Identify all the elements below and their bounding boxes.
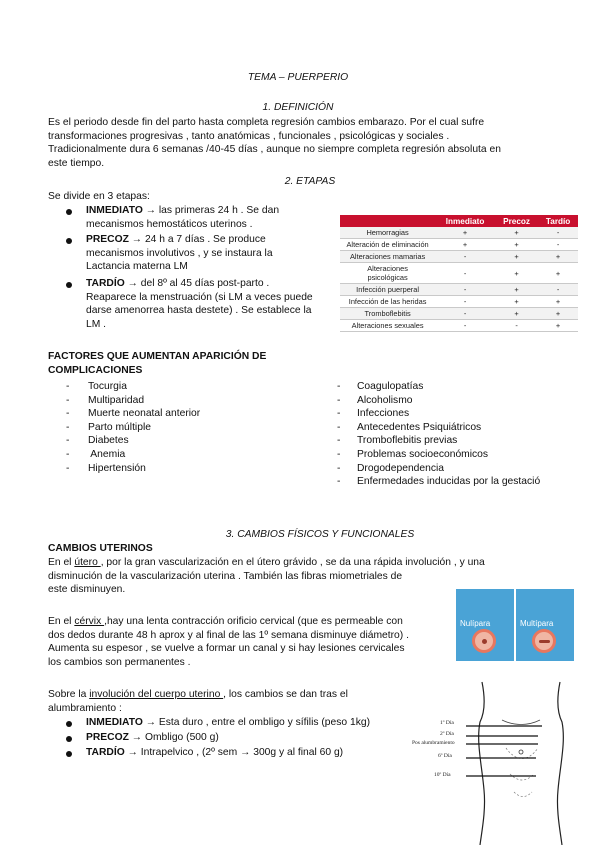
paragraph-text: En el: [48, 557, 75, 568]
bullet-icon: [66, 721, 72, 727]
list-item-text: Enfermedades inducidas por la gestació: [357, 476, 541, 488]
paragraph-line: transformaciones progresivas , tanto anatómicas , funcionales , psicológicas y sociales .: [48, 130, 450, 142]
table-header: [340, 215, 435, 227]
table-header-row: [340, 215, 578, 227]
stage-text: → Esta duro , entre el ombligo y sífilis (peso 1kg): [142, 717, 371, 728]
level-label: Pos alumbramiento: [412, 740, 455, 746]
table-row: [340, 308, 578, 320]
list-item-text: Multiparidad: [88, 394, 145, 406]
os-icon: [482, 639, 487, 644]
body-outline-right: [557, 682, 563, 845]
table-cell: Tromboflebitis: [340, 308, 435, 320]
list-item-text: Hipertensión: [88, 462, 146, 474]
table-cell: +: [538, 296, 578, 308]
list-item-text: Problemas socioeconómicos: [357, 448, 489, 460]
table-cell: +: [538, 263, 578, 284]
list-item: - Coagulopatías: [337, 381, 424, 392]
table-cell: Alteraciones mamarias: [340, 251, 435, 263]
navel-icon: [519, 750, 523, 754]
table-cell: Hemorragias: [340, 227, 435, 239]
etapas-intro: Se divide en 3 etapas:: [48, 191, 150, 202]
table-header: Inmediato: [435, 215, 495, 227]
stage-text: → Intrapelvico , (2º sem → 300g y al final 60 g): [124, 747, 344, 758]
paragraph-line: este disminuyen.: [48, 584, 126, 596]
table-cell: -: [435, 284, 495, 296]
paragraph-line: alumbramiento :: [48, 702, 122, 714]
list-item: - Antecedentes Psiquiátricos: [337, 421, 482, 433]
paragraph-line: los cambios son permanentes .: [48, 656, 191, 668]
list-item: - Alcoholismo: [337, 394, 413, 406]
list-item-text: Alcoholismo: [357, 394, 413, 406]
stage-text: → 24 h a 7 días . Se produce: [128, 234, 266, 245]
factors-heading-line: COMPLICACIONES: [48, 364, 143, 376]
table-cell: +: [495, 251, 538, 263]
table-cell: +: [495, 296, 538, 308]
list-item-text: Infecciones: [357, 408, 410, 420]
figure-label: Multípara: [520, 619, 554, 628]
table-row: [340, 296, 578, 308]
table-cell: +: [495, 263, 538, 284]
paragraph-line: disminución de la vascularización uterina . También las fibras miometriales de: [48, 570, 403, 582]
involucion-item: [86, 731, 416, 745]
list-item: - Hipertensión: [66, 462, 146, 474]
table-cell: +: [435, 239, 495, 251]
uterine-involution-diagram: [410, 680, 580, 845]
stage-name: TARDÍO: [86, 278, 125, 289]
list-item-text: Drogodependencia: [357, 462, 445, 474]
table-cell: -: [435, 320, 495, 332]
list-item: - Multiparidad: [66, 394, 145, 406]
table-cell: Infección de las heridas: [340, 296, 435, 308]
table-cell: -: [538, 284, 578, 296]
table-cell: -: [538, 239, 578, 251]
table-cell: Infección puerperal: [340, 284, 435, 296]
ribline-icon: [502, 720, 540, 725]
level-label: 6º Día: [438, 753, 452, 759]
level-label: 1º Día: [440, 720, 454, 726]
stage-tardio: [86, 277, 341, 331]
list-item: - Problemas socioeconómicos: [337, 448, 489, 460]
bullet-icon: [66, 751, 72, 757]
table-cell: -: [435, 308, 495, 320]
factors-heading: [48, 350, 348, 377]
list-item: - Enfermedades inducidas por la gestació: [337, 476, 541, 488]
table-cell: +: [495, 308, 538, 320]
page-title: TEMA – PUERPERIO: [247, 72, 349, 83]
table-cell: +: [495, 227, 538, 239]
stage-precoz: [86, 233, 336, 274]
bullet-icon: [66, 736, 72, 742]
cervix-paragraph: [48, 615, 448, 669]
paragraph-line: Tradicionalmente dura 6 semanas /40-45 días , aunque no siempre completa regresión absoluta en: [48, 144, 501, 156]
section-heading-etapas: 2. ETAPAS: [284, 176, 336, 187]
nulipara-figure: [456, 589, 514, 661]
table-cell: Alteraciones psicológicas: [340, 263, 435, 284]
involucion-item: [86, 716, 416, 730]
paragraph-line: Es el periodo desde fin del parto hasta completa regresión cambios embarazo. Por el cual sufre: [48, 117, 485, 128]
list-item-text: Diabetes: [88, 435, 129, 447]
multipara-figure: [516, 589, 574, 661]
utero-term: útero: [74, 557, 101, 568]
table-cell: Alteración de eliminación: [340, 239, 435, 251]
table-cell: -: [435, 296, 495, 308]
stage-name: INMEDIATO: [86, 205, 143, 216]
bullet-icon: [66, 238, 72, 244]
os-icon: [539, 640, 550, 643]
paragraph-text: Sobre la: [48, 689, 90, 700]
table-cell: +: [495, 239, 538, 251]
factors-heading-line: FACTORES QUE AUMENTAN APARICIÓN DE: [48, 351, 267, 362]
stage-text: mecanismos hemostáticos uterinos .: [86, 218, 253, 230]
stage-text: Lactancia materna LM: [86, 261, 188, 273]
involucion-item: [86, 746, 416, 760]
table-cell: +: [538, 308, 578, 320]
bullet-icon: [66, 282, 72, 288]
fundus-curve: [514, 792, 532, 797]
cervix-term: cérvix: [74, 616, 105, 627]
table-row: [340, 284, 578, 296]
list-item: - Infecciones: [337, 408, 410, 420]
stage-name: PRECOZ: [86, 234, 129, 245]
paragraph-line: este tiempo.: [48, 157, 105, 169]
stage-text: mecanismos involutivos , y se instaura la: [86, 247, 273, 259]
list-item-text: Antecedentes Psiquiátricos: [357, 421, 482, 433]
list-item-text: Tocurgia: [88, 381, 127, 392]
list-item: - Muerte neonatal anterior: [66, 408, 201, 420]
paragraph-text: , por la gran vascularización en el útero grávido , se da una rápida involución , y una: [100, 557, 485, 568]
section-heading-definicion: 1. DEFINICIÓN: [262, 102, 334, 113]
stage-name: PRECOZ: [86, 732, 129, 743]
list-item: - Tromboflebitis previas: [337, 435, 458, 447]
list-item-text: Anemia: [88, 448, 126, 460]
paragraph-text: ,hay una lenta contracción orificio cervical (que es permeable con: [104, 616, 403, 627]
paragraph-text: En el: [48, 616, 75, 627]
table-row: [340, 227, 578, 239]
definicion-paragraph: [48, 116, 558, 170]
list-item: - Parto múltiple: [66, 421, 151, 433]
table-cell: +: [538, 320, 578, 332]
table-header: Precoz: [495, 215, 538, 227]
stage-text: → las primeras 24 h . Se dan: [142, 205, 280, 216]
paragraph-line: dos dedos durante 48 h aprox y al final de las 1º semana disminuye diámetro) .: [48, 629, 409, 641]
list-item: - Tocurgia: [66, 381, 127, 392]
table-cell: -: [435, 263, 495, 284]
stage-name: TARDÍO: [86, 747, 125, 758]
stage-text: LM .: [86, 318, 107, 330]
cervix-slit-icon: [532, 629, 556, 653]
stage-name: INMEDIATO: [86, 717, 143, 728]
stage-text: darse amenorrea hasta destete) . Se establece la: [86, 305, 312, 317]
paragraph-line: Aumenta su espesor , se vuelve a formar un canal y si hay lesiones cervicales: [48, 643, 405, 655]
body-outline-left: [479, 682, 485, 845]
table-row: [340, 239, 578, 251]
table-cell: +: [495, 284, 538, 296]
list-item-text: Coagulopatías: [357, 381, 424, 392]
table-cell: +: [538, 251, 578, 263]
stage-text: Reaparece la menstruación (si LM a veces puede: [86, 291, 313, 303]
list-item: - Diabetes: [66, 435, 129, 447]
bullet-icon: [66, 209, 72, 215]
list-item-text: Muerte neonatal anterior: [88, 408, 201, 420]
involucion-paragraph: [48, 688, 448, 715]
cervix-round-icon: [472, 629, 496, 653]
cambios-uterinos-heading: CAMBIOS UTERINOS: [48, 543, 153, 554]
fundus-curve: [510, 774, 534, 780]
factors-left-list: [66, 380, 326, 475]
table-cell: +: [435, 227, 495, 239]
level-label: 10º Día: [434, 772, 451, 778]
paragraph-text: , los cambios se dan tras el: [223, 689, 348, 700]
figure-label: Nulípara: [460, 619, 491, 628]
factors-right-list: [337, 380, 597, 489]
stage-text: → del 8º al 45 días post-parto .: [124, 278, 270, 289]
table-header: Tardío: [538, 215, 578, 227]
level-label: 2º Día: [440, 731, 454, 737]
list-item-text: Tromboflebitis previas: [357, 435, 458, 447]
stage-inmediato: [86, 204, 336, 231]
table-row: [340, 263, 578, 284]
list-item-text: Parto múltiple: [88, 421, 151, 433]
table-cell: -: [495, 320, 538, 332]
stage-text: → Ombligo (500 g): [128, 732, 219, 743]
table-cell: -: [435, 251, 495, 263]
stages-table: [340, 215, 578, 332]
involucion-term: involución del cuerpo uterino: [89, 689, 224, 700]
table-row: [340, 251, 578, 263]
section-heading-cambios: 3. CAMBIOS FÍSICOS Y FUNCIONALES: [225, 529, 415, 540]
list-item: - Drogodependencia: [337, 462, 445, 474]
table-cell: -: [538, 227, 578, 239]
table-row: [340, 320, 578, 332]
table-cell: Alteraciones sexuales: [340, 320, 435, 332]
list-item: - Anemia: [66, 448, 126, 460]
